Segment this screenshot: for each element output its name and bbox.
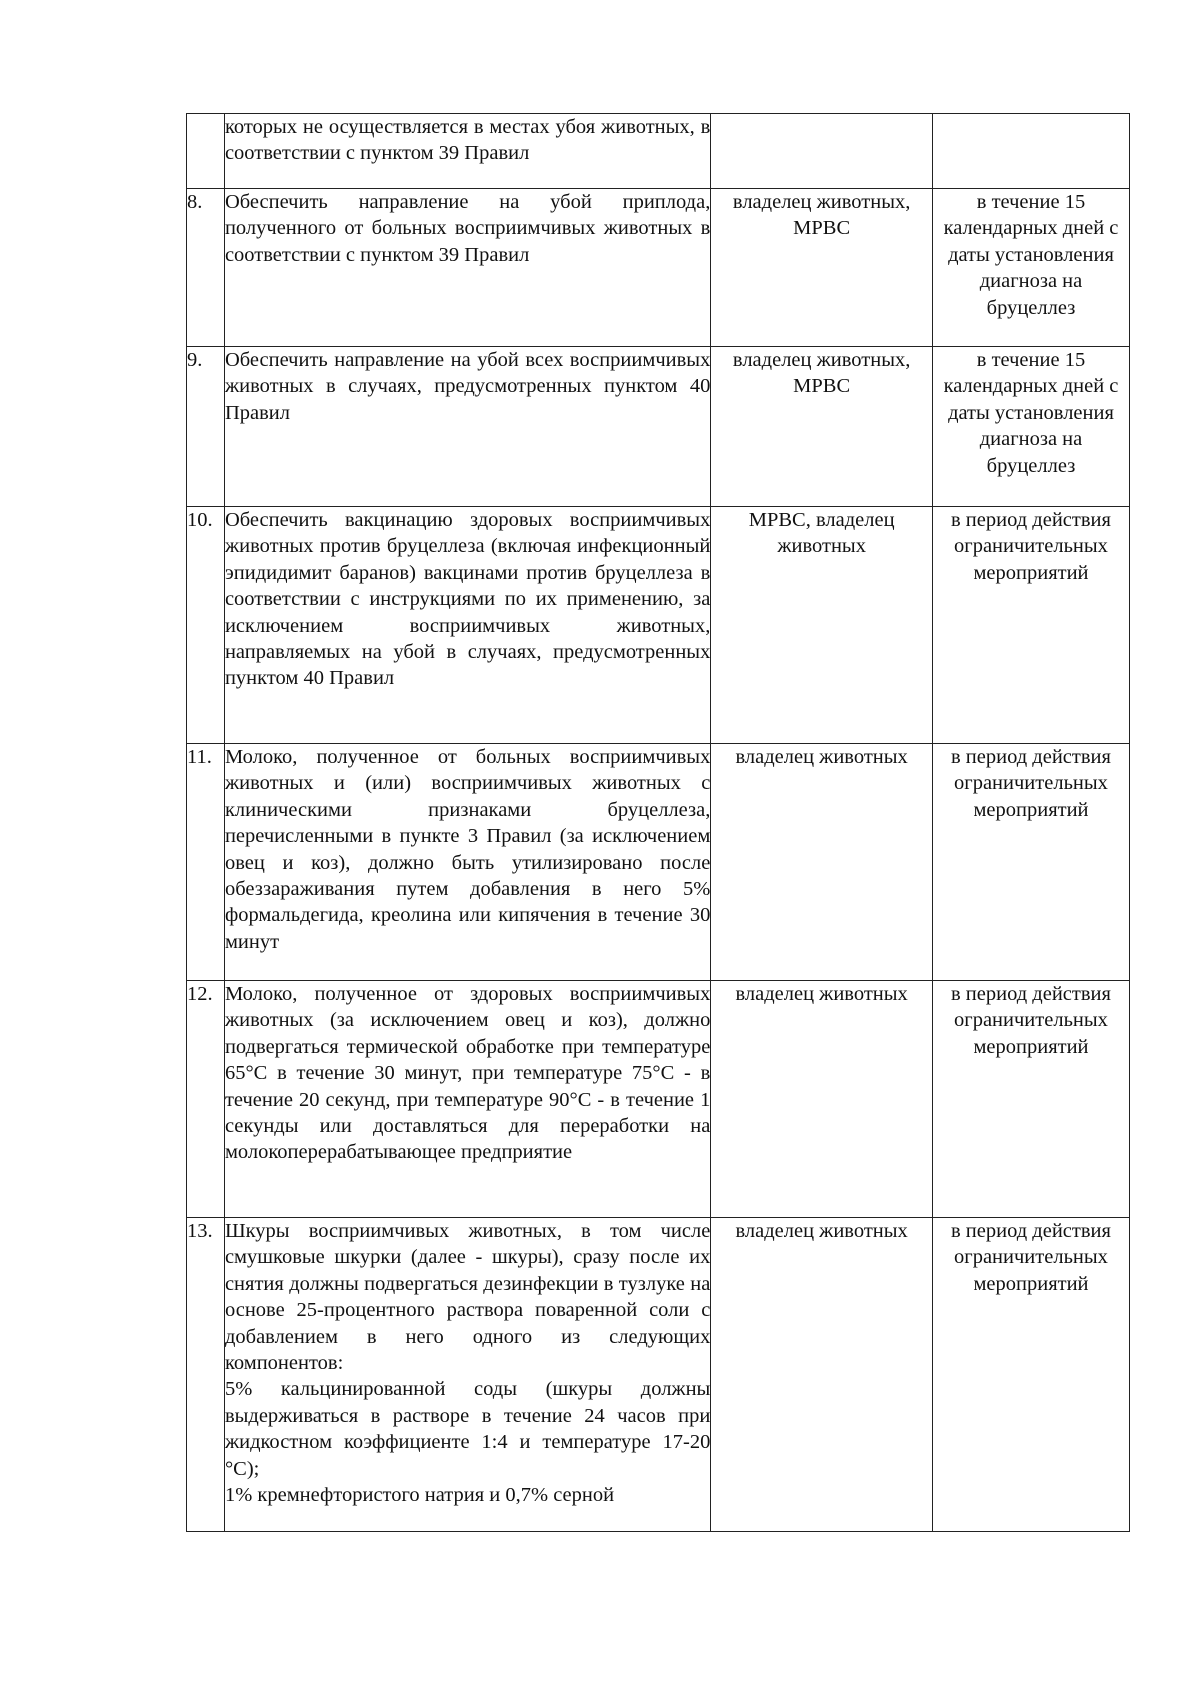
responsible-cell: владелец животных, МРВС <box>711 347 933 507</box>
row-number: 11. <box>187 744 225 981</box>
table-row <box>187 1218 1130 1532</box>
measure-text <box>224 1218 710 1532</box>
responsible-cell: владелец животных <box>711 1218 933 1532</box>
term-cell: в период действия ограничительных мероприятий <box>932 981 1129 1218</box>
term-cell: в период действия ограничительных мероприятий <box>932 507 1129 744</box>
term-cell: в течение 15 календарных дней с даты установления диагноза на бруцеллез <box>932 189 1129 347</box>
table-row <box>187 981 1130 1218</box>
measure-text-paragraph: 1% кремнефтористого натрия и 0,7% серной <box>224 1484 615 1507</box>
responsible-cell: владелец животных <box>711 744 933 981</box>
measure-text: Обеспечить направление на убой приплода, полученного от больных восприимчивых животных в соответствии с пунктом 39 Правил <box>224 189 710 347</box>
row-number: 12. <box>187 981 225 1218</box>
responsible-cell: владелец животных, МРВС <box>711 189 933 347</box>
term-cell: в течение 15 календарных дней с даты установления диагноза на бруцеллез <box>932 347 1129 507</box>
responsible-cell: владелец животных <box>711 981 933 1218</box>
measure-text: Обеспечить вакцинацию здоровых восприимчивых животных против бруцеллеза (включая инфекционный эпидидимит баранов) вакцинами против бруцеллеза в соответствии с инструкциями по их применению, за исключением восприимчивых животных, направляемых на убой в случаях, предусмотренных пунктом 40 Правил <box>224 507 710 744</box>
table-row <box>187 114 1130 189</box>
table-row <box>187 189 1130 347</box>
measure-text-paragraph: Шкуры восприимчивых животных, в том числе смушковые шкурки (далее - шкуры), сразу после их снятия должны подвергаться дезинфекции в тузлуке на основе 25-процентного раствора поваренной соли с добавлением в него одного из следующих компонентов: <box>224 1220 711 1375</box>
responsible-cell: МРВС, владелец животных <box>711 507 933 744</box>
measure-text: Молоко, полученное от больных восприимчивых животных и (или) восприимчивых животных с клиническими признаками бруцеллеза, перечисленными в пункте 3 Правил (за исключением овец и коз), должно быть утилизировано после обеззараживания путем добавления в него 5% формальдегида, креолина или кипячения в течение 30 минут <box>224 744 710 981</box>
table-row <box>187 507 1130 744</box>
responsible-cell <box>711 114 933 189</box>
term-cell: в период действия ограничительных мероприятий <box>932 744 1129 981</box>
table-row <box>187 347 1130 507</box>
term-cell: в период действия ограничительных мероприятий <box>932 1218 1129 1532</box>
row-number: 8. <box>187 189 225 347</box>
row-number: 13. <box>187 1218 225 1532</box>
measure-text-paragraph: 5% кальцинированной соды (шкуры должны выдерживаться в растворе в течение 24 часов при жидкостном коэффициенте 1:4 и температуре 17-20 °С); <box>224 1378 711 1480</box>
measures-table <box>186 113 1130 1532</box>
row-number: 10. <box>187 507 225 744</box>
table-row <box>187 744 1130 981</box>
measure-text: которых не осуществляется в местах убоя животных, в соответствии с пунктом 39 Правил <box>224 114 710 189</box>
term-cell <box>932 114 1129 189</box>
row-number <box>187 114 225 189</box>
measure-text: Молоко, полученное от здоровых восприимчивых животных (за исключением овец и коз), должно подвергаться термической обработке при температуре 65°С в течение 30 минут, при температуре 75°С - в течение 20 секунд, при температуре 90°С - в течение 1 секунды или доставляться для переработки на молокоперерабатывающее предприятие <box>224 981 710 1218</box>
measure-text: Обеспечить направление на убой всех восприимчивых животных в случаях, предусмотренных пунктом 40 Правил <box>224 347 710 507</box>
row-number: 9. <box>187 347 225 507</box>
